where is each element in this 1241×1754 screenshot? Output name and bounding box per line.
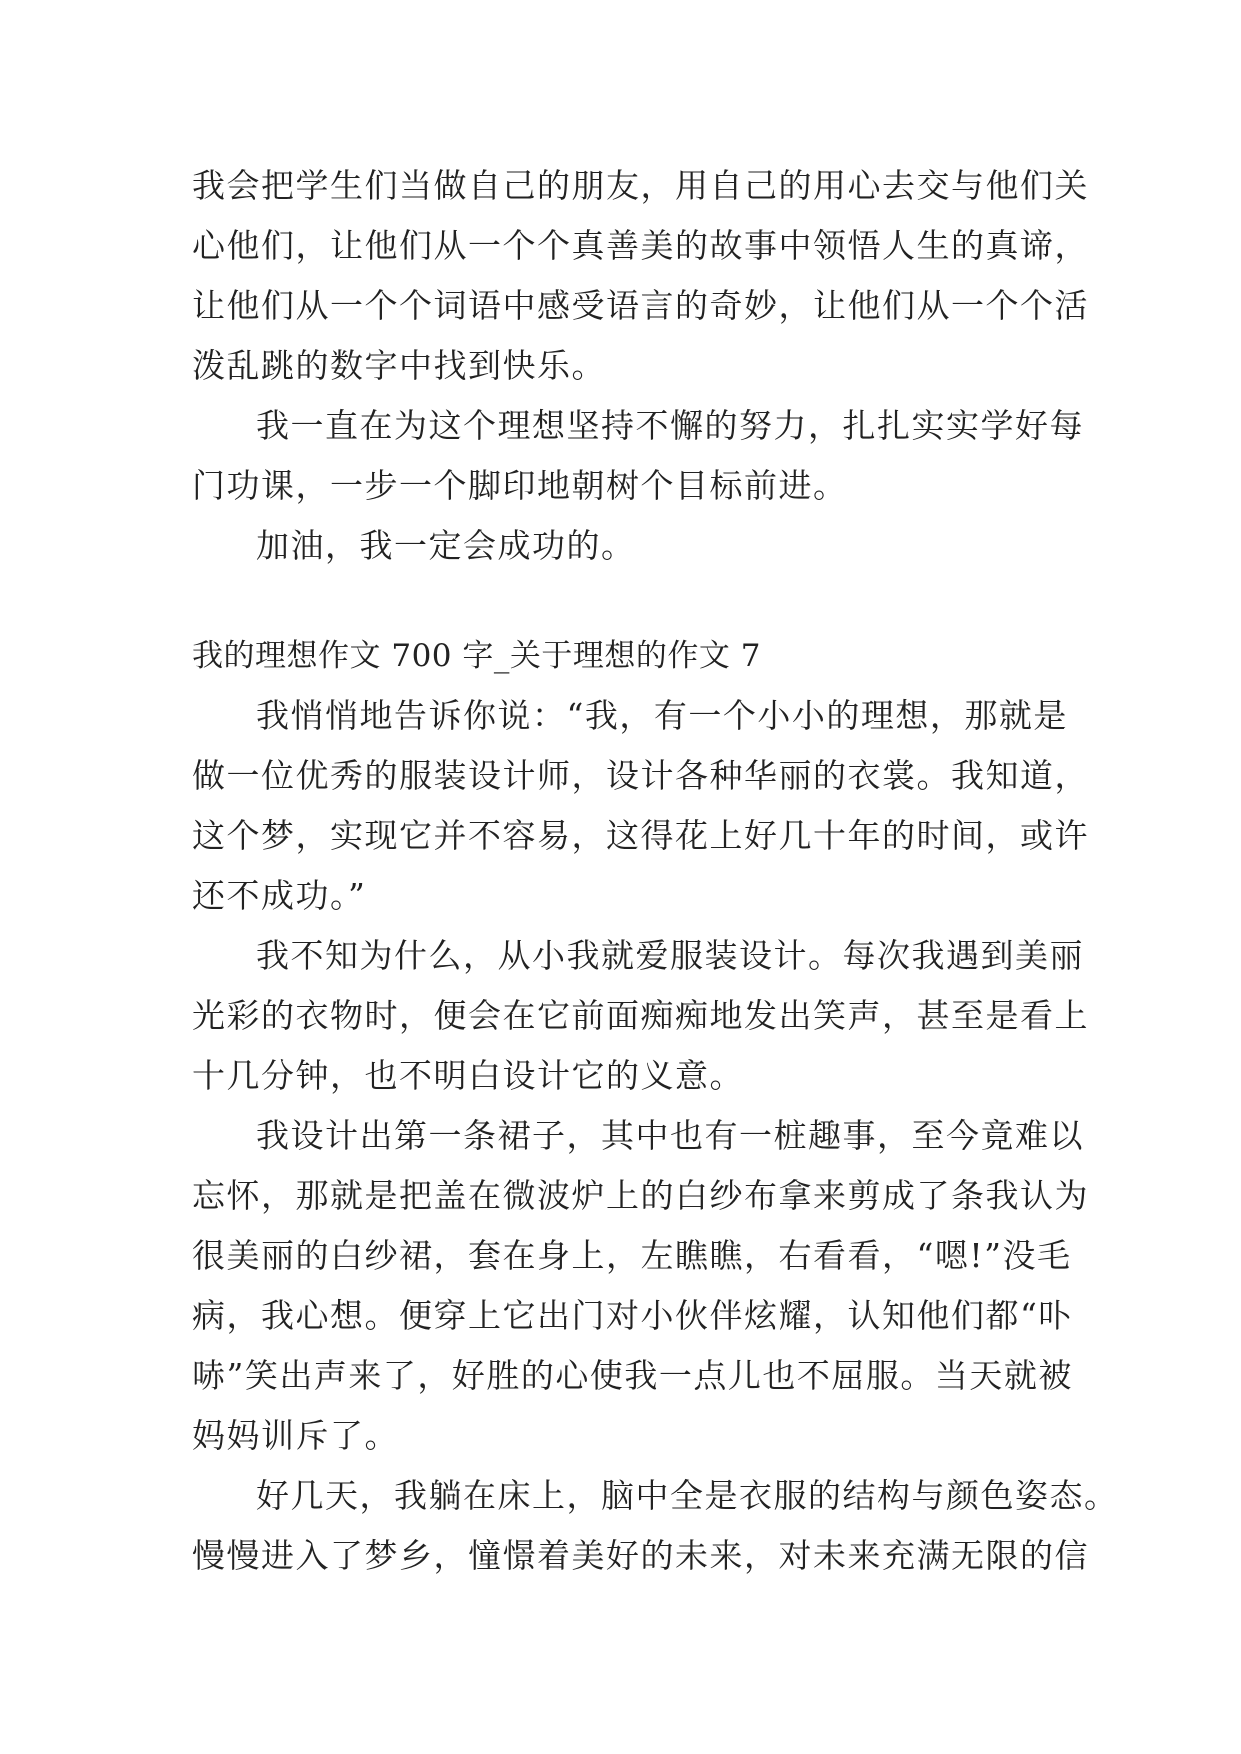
text-line: 我设计出第一条裙子，其中也有一桩趣事，至今竟难以: [256, 1116, 1084, 1155]
text-line: 妈妈训斥了。: [192, 1416, 399, 1455]
text-line: 泼乱跳的数字中找到快乐。: [192, 346, 606, 385]
section-heading: 我的理想作文 700 字_关于理想的作文 7: [192, 638, 761, 674]
text-line: 我会把学生们当做自己的朋友，用自己的用心去交与他们关: [192, 166, 1089, 205]
text-line: 心他们，让他们从一个个真善美的故事中领悟人生的真谛，: [192, 226, 1089, 265]
text-line: 还不成功。”: [192, 876, 367, 915]
text-line: 忘怀，那就是把盖在微波炉上的白纱布拿来剪成了条我认为: [192, 1176, 1089, 1215]
text-line: 我悄悄地告诉你说：“我，有一个小小的理想，那就是: [256, 696, 1068, 735]
text-line: 做一位优秀的服装设计师，设计各种华丽的衣裳。我知道，: [192, 756, 1089, 795]
text-line: 加油，我一定会成功的。: [256, 526, 636, 565]
text-line: 光彩的衣物时，便会在它前面痴痴地发出笑声，甚至是看上: [192, 996, 1089, 1035]
text-line: 慢慢进入了梦乡，憧憬着美好的未来，对未来充满无限的信: [192, 1536, 1089, 1575]
text-line: 这个梦，实现它并不容易，这得花上好几十年的时间，或许: [192, 816, 1089, 855]
text-line: 我一直在为这个理想坚持不懈的努力，扎扎实实学好每: [256, 406, 1084, 445]
text-line: 很美丽的白纱裙，套在身上，左瞧瞧，右看看，“嗯!”没毛: [192, 1236, 1072, 1275]
text-line: 让他们从一个个词语中感受语言的奇妙，让他们从一个个活: [192, 286, 1089, 325]
text-line: 我不知为什么，从小我就爱服装设计。每次我遇到美丽: [256, 936, 1084, 975]
text-line: 病，我心想。便穿上它出门对小伙伴炫耀，认知他们都“卟: [192, 1296, 1073, 1335]
text-line: 哧”笑出声来了，好胜的心使我一点儿也不屈服。当天就被: [192, 1356, 1073, 1395]
text-line: 门功课，一步一个脚印地朝树个目标前进。: [192, 466, 848, 505]
text-line: 十几分钟，也不明白设计它的义意。: [192, 1056, 744, 1095]
text-line: 好几天，我躺在床上，脑中全是衣服的结构与颜色姿态。: [256, 1476, 1119, 1515]
